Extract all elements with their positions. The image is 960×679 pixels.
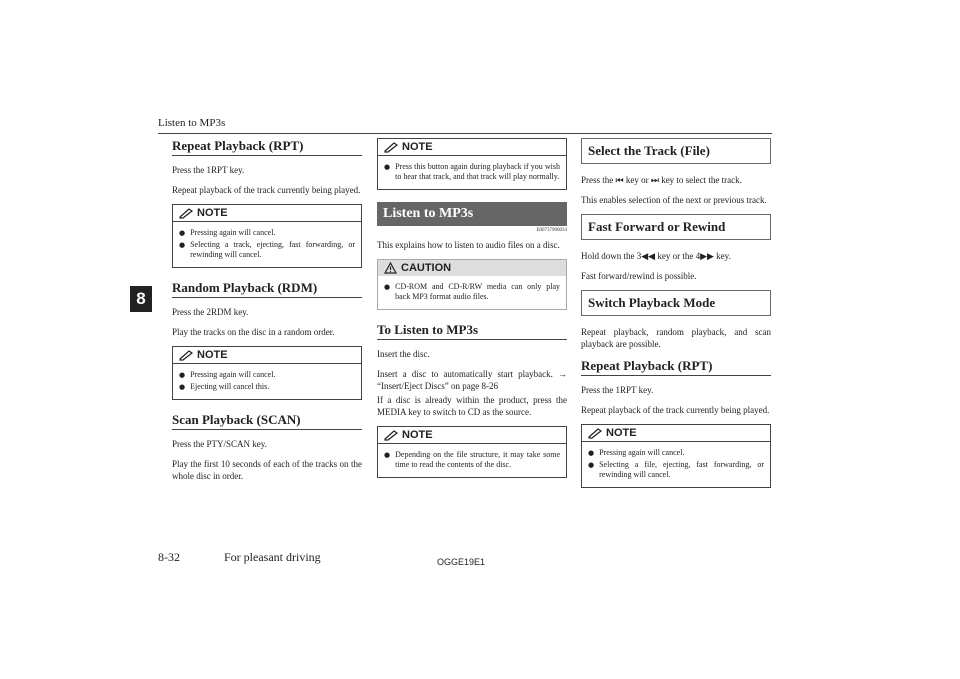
select-heading: Select the Track (File) [581, 138, 771, 164]
to-listen-heading: To Listen to MP3s [377, 322, 567, 340]
rpt-instruction: Press the 1RPT key. [581, 385, 654, 395]
rpt-heading: Repeat Playback (RPT) [172, 138, 362, 156]
footer-code: OGGE19E1 [437, 557, 486, 567]
header-rule [158, 133, 772, 134]
list-item: ● Press this button again during playback if you wish to hear that track, and that track will play normally. [384, 162, 560, 181]
switch-heading: Switch Playback Mode [581, 290, 771, 316]
insert-description: Insert a disc to automatically start playback. → “Insert/Eject Discs” on page 8-26 [377, 369, 567, 391]
note-pencil-icon [384, 142, 398, 153]
note-pencil-icon [384, 430, 398, 441]
bullet-icon: ● [179, 383, 186, 391]
bullet-icon: ● [588, 461, 595, 469]
list-item: ● Pressing again will cancel. [588, 448, 685, 457]
bullet-icon: ● [384, 451, 391, 459]
rpt-description: Repeat playback of the track currently being played. [172, 185, 361, 195]
bullet-icon: ● [179, 241, 186, 249]
column-3 [581, 138, 771, 500]
media-instruction: If a disc is already within the product, press the MEDIA key to switch to CD as the source. [377, 395, 567, 417]
rdm-description: Play the tracks on the disc in a random order. [172, 327, 335, 337]
ff-instruction: Hold down the 3◀◀ key or the 4▶▶ key. [581, 251, 731, 261]
footer-chapter-label: For pleasant driving [224, 550, 321, 564]
note-label: NOTE [197, 207, 228, 219]
rpt-description: Repeat playback of the track currently being played. [581, 405, 770, 415]
note-pencil-icon [179, 350, 193, 361]
bullet-icon: ● [384, 283, 391, 291]
select-description: This enables selection of the next or previous track. [581, 195, 767, 205]
column-2 [377, 138, 567, 490]
note-box [377, 138, 567, 190]
column-1 [172, 138, 362, 490]
note-box [172, 346, 362, 400]
note-label: NOTE [606, 427, 637, 439]
rpt-instruction: Press the 1RPT key. [172, 165, 245, 175]
caution-label: CAUTION [401, 262, 452, 274]
note-label: NOTE [197, 349, 228, 361]
note-pencil-icon [588, 428, 602, 439]
note-label: NOTE [402, 429, 433, 441]
list-item: ● Selecting a file, ejecting, fast forwarding, or rewinding will cancel. [588, 460, 764, 479]
section-code: E00737900034 [536, 228, 567, 233]
ff-heading: Fast Forward or Rewind [581, 214, 771, 240]
scan-instruction: Press the PTY/SCAN key. [172, 439, 267, 449]
list-item: ● Pressing again will cancel. [179, 228, 276, 237]
note-label: NOTE [402, 141, 433, 153]
caution-box [377, 259, 567, 310]
list-item: ● Depending on the file structure, it may take some time to read the contents of the disc. [384, 450, 560, 469]
ff-description: Fast forward/rewind is possible. [581, 271, 697, 281]
scan-heading: Scan Playback (SCAN) [172, 412, 362, 430]
chapter-tab: 8 [130, 286, 152, 312]
bullet-icon: ● [384, 163, 391, 171]
bullet-icon: ● [179, 371, 186, 379]
list-item: ● Ejecting will cancel this. [179, 382, 270, 391]
section-intro: This explains how to listen to audio files on a disc. [377, 240, 560, 250]
switch-description: Repeat playback, random playback, and scan playback are possible. [581, 327, 771, 349]
running-header: Listen to MP3s [158, 117, 226, 129]
rdm-instruction: Press the 2RDM key. [172, 307, 249, 317]
list-item: ● Pressing again will cancel. [179, 370, 276, 379]
scan-description: Play the first 10 seconds of each of the tracks on the whole disc in order. [172, 459, 362, 481]
list-item: ● Selecting a track, ejecting, fast forwarding, or rewinding will cancel. [179, 240, 355, 259]
warning-triangle-icon [384, 262, 397, 274]
select-instruction: Press the ⏮ key or ⏭ key to select the track. [581, 175, 742, 185]
insert-instruction: Insert the disc. [377, 349, 430, 359]
bullet-icon: ● [588, 449, 595, 457]
list-item: ● CD-ROM and CD-R/RW media can only play back MP3 format audio files. [384, 282, 560, 301]
note-box [172, 204, 362, 268]
note-box [581, 424, 771, 488]
bullet-icon: ● [179, 229, 186, 237]
note-box [377, 426, 567, 478]
rdm-heading: Random Playback (RDM) [172, 280, 362, 298]
note-pencil-icon [179, 208, 193, 219]
rpt-heading: Repeat Playback (RPT) [581, 358, 771, 376]
section-title: Listen to MP3s [377, 202, 567, 226]
page-number: 8-32 [158, 550, 180, 564]
